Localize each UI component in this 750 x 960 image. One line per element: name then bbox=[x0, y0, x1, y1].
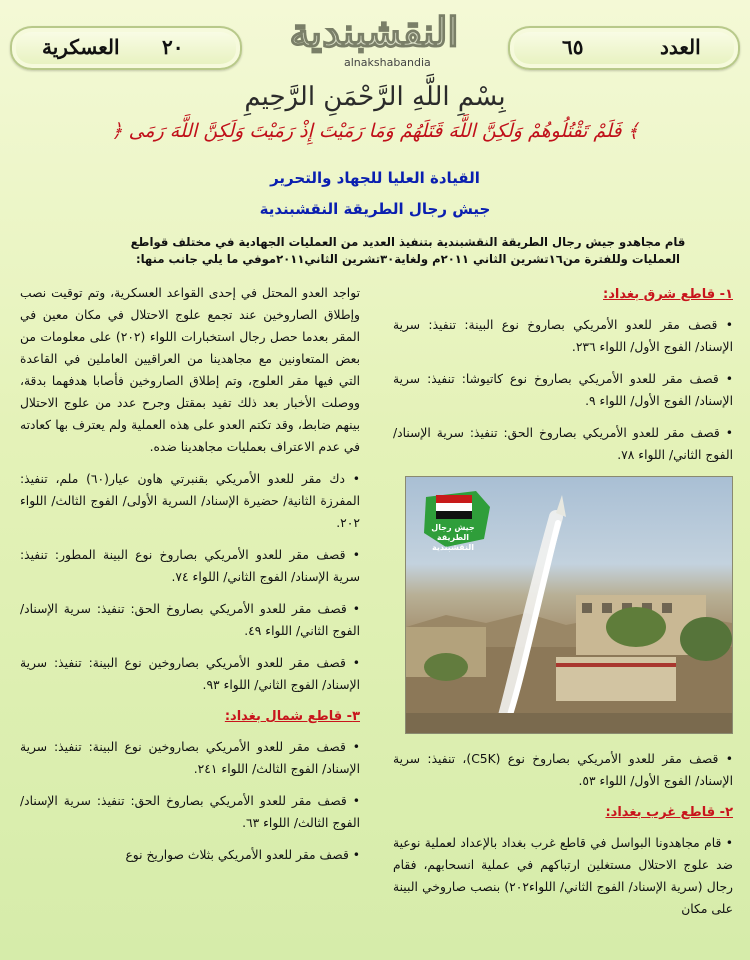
continuation-paragraph: تواجد العدو المحتل في إحدى القواعد العسكرية، وتم توقيت نصب وإطلاق الصاروخين عند تجمع علوج الاحتلال في مكان معين في المقر بعدما حصل رجال استخبارات اللواء (٢٠٢) على معلومات من بعض المتعاونين مع مجاهدينا من العراقيين العاملين في القاعدة التي فيها مقر العلوج، وتم إطلاق الصاروخين فأصابا هدفهما بدقة، ووصلت الأخبار بعد ذلك تفيد بمقتل وجرح عدد من علوج الاحتلال بينهم ضابط، وقد تكتم العدو على هذه العملية ولم يعترف بها كعادته في عدم الاعتراف بعمليات مجاهدينا ضده. bbox=[20, 286, 361, 454]
rocket-launch-photo bbox=[405, 476, 733, 734]
section-title-west-baghdad: ٢- قاطع غرب بغداد: bbox=[605, 805, 733, 820]
list-item: • قصف مقر للعدو الأمريكي بثلاث صواريخ نوع bbox=[125, 848, 360, 862]
logo-text: النقشبندية bbox=[289, 9, 459, 56]
masthead bbox=[0, 0, 750, 78]
right-column bbox=[393, 280, 733, 930]
logo bbox=[262, 6, 486, 72]
list-item: • دك مقر للعدو الأمريكي بقنبرتي هاون عيار(٦٠) ملم، تنفيذ: المفرزة الثانية/ حضيرة الإسناد/ السرية الأولى/ الفوج الثالث/ اللواء ٢٠٢. bbox=[20, 472, 360, 530]
photo-scene bbox=[406, 477, 732, 733]
section-title-north-baghdad: ٣- قاطع شمال بغداد: bbox=[224, 709, 360, 724]
command-title: القيادة العليا للجهاد والتحرير bbox=[270, 169, 480, 187]
list-item: • قصف مقر للعدو الأمريكي بصاروخ نوع كاتيوشا: تنفيذ: سرية الإسناد/ الفوج الأول/ اللواء ٩. bbox=[393, 372, 733, 408]
issue-pill bbox=[508, 26, 740, 70]
list-item: • قام مجاهدونا البواسل في قاطع غرب بغداد بالإعداد لعملية نوعية ضد علوج الاحتلال مستغلين ارتباكهم في عملية انسحابهم، فقام رجال (سرية الإسناد/ الفوج الثاني/ اللواء٢٠٢) بنصب صاروخي البينة على مكان bbox=[393, 836, 733, 916]
army-title: جيش رجال الطريقة النقشبندية bbox=[259, 200, 491, 218]
list-item: • قصف مقر للعدو الأمريكي بصاروخين نوع البينة: تنفيذ: سرية الإسناد/ الفوج الثاني/ اللواء ٩٣. bbox=[20, 656, 360, 692]
section-number: ٢٠ bbox=[162, 35, 184, 59]
list-item: • قصف مقر للعدو الأمريكي بصاروخ نوع البينة المطور: تنفيذ: سرية الإسناد/ الفوج الثاني/ اللواء ٧٤. bbox=[20, 548, 360, 584]
left-column bbox=[20, 282, 360, 876]
basmala: بِسْمِ اللَّهِ الرَّحْمَنِ الرَّحِيمِ bbox=[244, 82, 506, 112]
section-pill bbox=[10, 26, 242, 70]
logo-subtitle: alnakshabandia bbox=[344, 56, 431, 69]
issue-number: ٦٥ bbox=[562, 35, 584, 59]
issue-label: العدد bbox=[660, 35, 701, 59]
list-item: • قصف مقر للعدو الأمريكي بصاروخ نوع (C5K)، تنفيذ: سرية الإسناد/ الفوج الأول/ اللواء ٥٣. bbox=[393, 752, 733, 788]
list-item: • قصف مقر للعدو الأمريكي بصاروخ الحق: تنفيذ: سرية الإسناد/ الفوج الثالث/ اللواء ٦٣. bbox=[20, 794, 360, 830]
intro-paragraph: قام مجاهدو جيش رجال الطريقة النقشبندية بتنفيذ العديد من العمليات الجهادية في مختلف قواطع العمليات وللفترة من١٦تشرين الثاني ٢٠١١م ولغاية٣٠تشرين الثاني٢٠١١موفي ما يلي جانب منها: bbox=[130, 235, 686, 266]
photo-emblem-caption: جيش رجال الطريقة النقشبندية bbox=[431, 523, 475, 552]
section-title-east-baghdad: ١- قاطع شرق بغداد: bbox=[603, 287, 733, 302]
quran-verse: ﴿ فَلَمْ تَقْتُلُوهُمْ وَلَكِنَّ اللَّهَ قَتَلَهُمْ وَمَا رَمَيْتَ إِذْ رَمَيْتَ وَلَكِنَّ اللَّهَ رَمَى ﴾ bbox=[111, 120, 639, 142]
list-item: • قصف مقر للعدو الأمريكي بصاروخ الحق: تنفيذ: سرية الإسناد/ الفوج الثاني/ اللواء ٤٩. bbox=[20, 602, 360, 638]
list-item: • قصف مقر للعدو الأمريكي بصاروخ الحق: تنفيذ: سرية الإسناد/ الفوج الثاني/ اللواء ٧٨. bbox=[393, 426, 733, 462]
list-item: • قصف مقر للعدو الأمريكي بصاروخين نوع البينة: تنفيذ: سرية الإسناد/ الفوج الثالث/ اللواء ٢٤١. bbox=[20, 740, 360, 776]
list-item: • قصف مقر للعدو الأمريكي بصاروخ نوع البينة: تنفيذ: سرية الإسناد/ الفوج الأول/ اللواء ٢٣٦. bbox=[393, 318, 733, 354]
section-label: العسكرية bbox=[42, 35, 120, 59]
